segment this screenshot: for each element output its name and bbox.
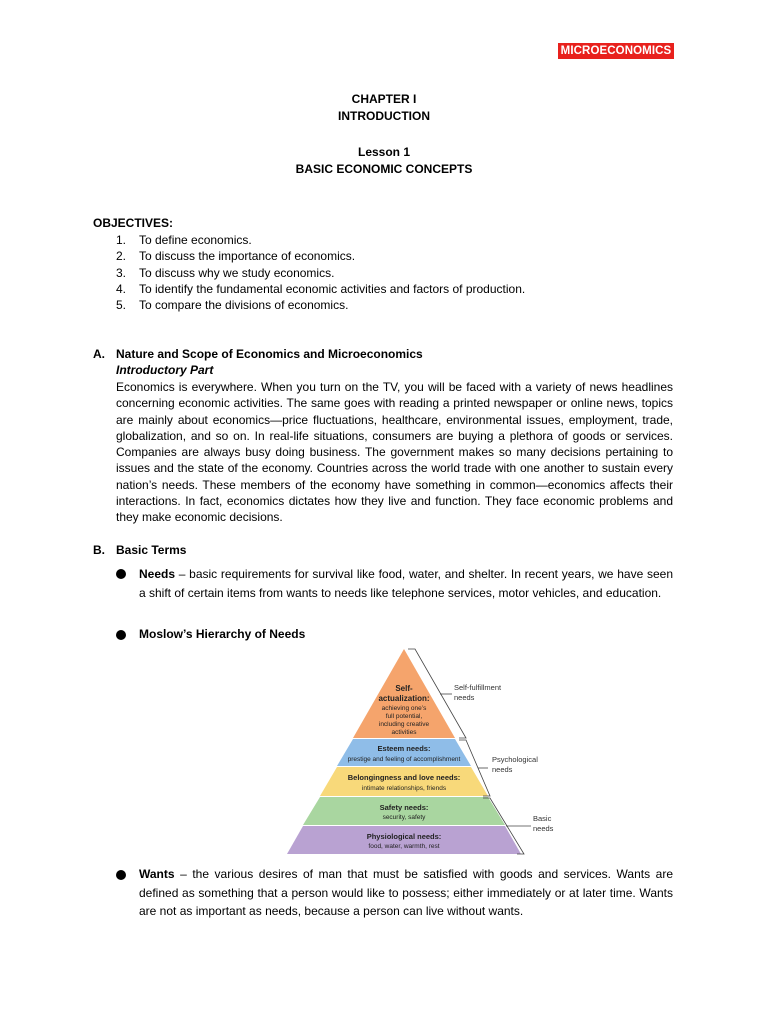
- section-a-letter: A.: [93, 347, 105, 361]
- self-desc-4: activities: [391, 729, 417, 736]
- needs-bullet-icon: [116, 569, 126, 579]
- section-b-title: Basic Terms: [116, 543, 187, 557]
- wants-definition: Wants – the various desires of man that must be satisfied with goods and services. Wants are defined as something that a person would like to possess; either immediately or at later time. Wants are not as important as needs, because a person can live without wants.: [139, 867, 673, 918]
- objective-item: 2. To discuss the importance of economics.: [116, 249, 356, 264]
- safety-title: Safety needs:: [379, 803, 429, 812]
- esteem-title: Esteem needs:: [377, 744, 431, 753]
- maslow-pyramid-diagram: [258, 645, 564, 857]
- self-title-2: actualization:: [378, 694, 430, 703]
- basic-label-2: needs: [533, 824, 554, 833]
- self-desc-2: full potential,: [385, 713, 423, 720]
- self-desc-3: including creative: [378, 721, 430, 728]
- objective-item: 3. To discuss why we study economics.: [116, 265, 335, 280]
- wants-term: Wants: [139, 867, 175, 881]
- objective-item: 1. To define economics.: [116, 233, 252, 247]
- physio-desc: food, water, warmth, rest: [368, 843, 440, 850]
- hierarchy-bullet-icon: [116, 630, 126, 640]
- objectives-list: [116, 232, 525, 313]
- self-fulfillment-label-1: Self-fulfillment: [454, 683, 502, 692]
- physio-title: Physiological needs:: [366, 832, 442, 841]
- basic-label-1: Basic: [533, 814, 552, 823]
- wants-bullet-icon: [116, 870, 126, 880]
- chapter-number: CHAPTER I: [351, 92, 417, 106]
- objective-item: 4. To identify the fundamental economic activities and factors of production.: [116, 281, 526, 296]
- psychological-label-2: needs: [492, 765, 513, 774]
- psychological-label-1: Psychological: [492, 755, 538, 764]
- chapter-title: INTRODUCTION: [338, 109, 430, 123]
- needs-term: Needs: [139, 567, 176, 581]
- belonging-title: Belongingness and love needs:: [347, 773, 461, 782]
- objectives-heading: OBJECTIVES:: [93, 216, 174, 230]
- self-title-1: Self-: [395, 684, 413, 693]
- lesson-title: BASIC ECONOMIC CONCEPTS: [295, 162, 473, 176]
- needs-definition: Needs – basic requirements for survival like food, water, and shelter. In recent years, we have seen a shift of certain items from wants to needs like telephone services, motor vehicles, and education.: [139, 567, 673, 600]
- belonging-desc: intimate relationships, friends: [361, 785, 447, 792]
- hierarchy-heading: Moslow’s Hierarchy of Needs: [139, 627, 306, 641]
- section-b-letter: B.: [93, 543, 105, 557]
- section-a-subtitle: Introductory Part: [116, 363, 214, 377]
- self-fulfillment-label-2: needs: [454, 693, 475, 702]
- subject-badge: MICROECONOMICS: [558, 43, 674, 59]
- objective-item: 5. To compare the divisions of economics.: [116, 298, 349, 313]
- esteem-desc: prestige and feeling of accomplishment: [347, 756, 461, 763]
- safety-desc: security, safety: [382, 814, 426, 821]
- self-desc-1: achieving one’s: [381, 705, 427, 712]
- section-a-body: Economics is everywhere. When you turn on the TV, you will be faced with a variety of news headlines concerning economic activities. The same goes with reading a printed newspaper or online news, topics are mainly about economics—price fluctuations, healthcare, environmental issues, employment, trade, globalization, and so on. In real-life situations, consumers are buying a plethora of goods or services. Companies are always busy doing business. The government makes so many decisions pertaining to issues and the state of the economy. Countries across the world trade with one another to sustain every nation’s needs. These members of the economy have something in common—economics affects their interactions. In fact, economics dictates how they live and function. They face economic problems and they make economic decisions.: [116, 380, 673, 525]
- section-a-title: Nature and Scope of Economics and Microeconomics: [116, 347, 423, 361]
- lesson-number: Lesson 1: [357, 145, 411, 159]
